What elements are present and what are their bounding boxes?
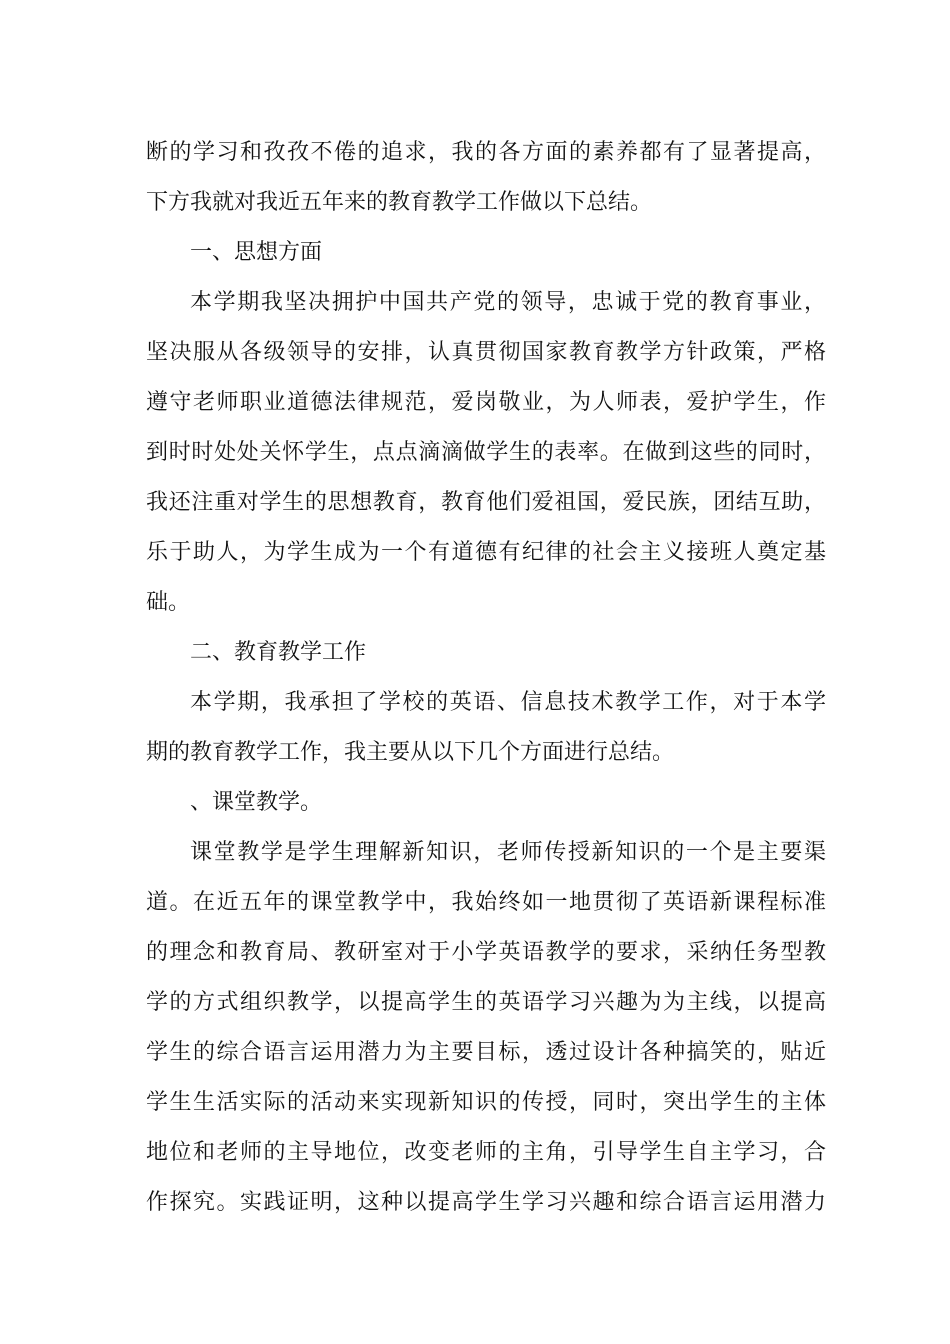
text-line: 我还注重对学生的思想教育，教育他们爱祖国，爱民族，团结互助， xyxy=(146,490,826,515)
text-line: 、课堂教学。 xyxy=(190,790,323,815)
text-line: 下方我就对我近五年来的教育教学工作做以下总结。 xyxy=(146,190,653,215)
text-line: 地位和老师的主导地位，改变老师的主角，引导学生自主学习，合 xyxy=(146,1140,826,1165)
text-line: 乐于助人，为学生成为一个有道德有纪律的社会主义接班人奠定基 xyxy=(146,540,826,565)
text-line: 本学期，我承担了学校的英语、信息技术教学工作，对于本学 xyxy=(190,690,826,715)
document-body xyxy=(146,128,826,1228)
text-line: 学生的综合语言运用潜力为主要目标，透过设计各种搞笑的，贴近 xyxy=(146,1040,826,1065)
text-line: 作探究。实践证明，这种以提高学生学习兴趣和综合语言运用潜力 xyxy=(146,1190,826,1215)
text-line: 坚决服从各级领导的安排，认真贯彻国家教育教学方针政策，严格 xyxy=(146,340,826,365)
text-line: 学生生活实际的活动来实现新知识的传授，同时，突出学生的主体 xyxy=(146,1090,826,1115)
text-line: 期的教育教学工作，我主要从以下几个方面进行总结。 xyxy=(146,740,675,765)
text-line: 的理念和教育局、教研室对于小学英语教学的要求，采纳任务型教 xyxy=(146,940,826,965)
text-line: 学的方式组织教学，以提高学生的英语学习兴趣为为主线，以提高 xyxy=(146,990,826,1015)
text-line: 本学期我坚决拥护中国共产党的领导，忠诚于党的教育事业， xyxy=(190,290,826,315)
text-line: 一、思想方面 xyxy=(190,240,323,265)
text-line: 二、教育教学工作 xyxy=(190,640,367,665)
text-line: 遵守老师职业道德法律规范，爱岗敬业，为人师表，爱护学生，作 xyxy=(146,390,826,415)
text-line: 础。 xyxy=(146,590,191,615)
text-line: 道。在近五年的课堂教学中，我始终如一地贯彻了英语新课程标准 xyxy=(146,890,826,915)
text-line: 到时时处处关怀学生，点点滴滴做学生的表率。在做到这些的同时， xyxy=(146,440,826,465)
text-line: 断的学习和孜孜不倦的追求，我的各方面的素养都有了显著提高， xyxy=(146,140,826,165)
text-line: 课堂教学是学生理解新知识，老师传授新知识的一个是主要渠 xyxy=(190,840,826,865)
